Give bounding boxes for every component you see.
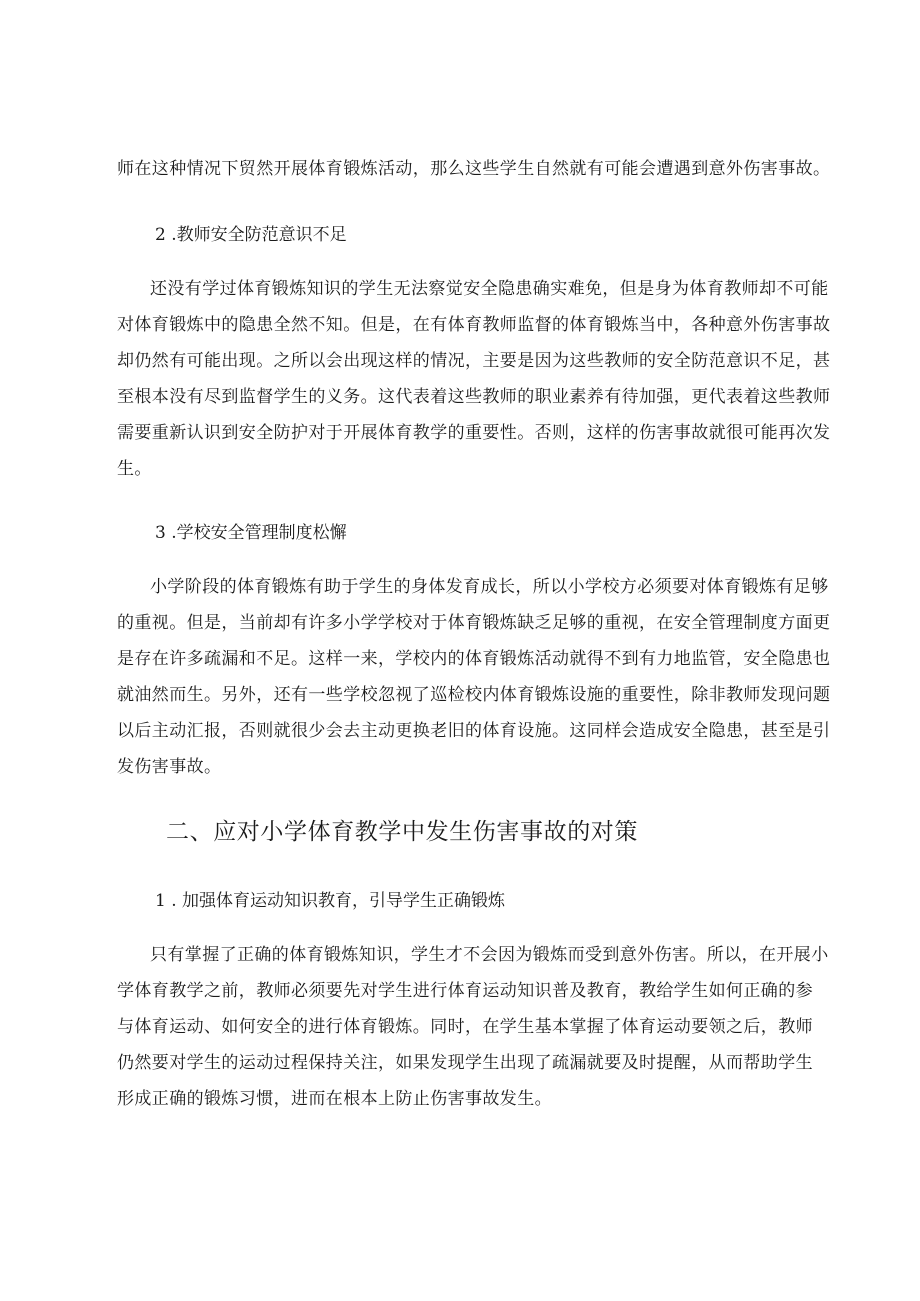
paragraph-line: 对体育锻炼中的隐患全然不知。但是，在有体育教师监督的体育锻炼当中，各种意外伤害事故: [117, 315, 831, 335]
subsection-heading-teacher-awareness: 2 .教师安全防范意识不足: [155, 225, 347, 245]
paragraph-line: 的重视。但是，当前却有许多小学学校对于体育锻炼缺乏足够的重视，在安全管理制度方面更: [117, 613, 831, 633]
paragraph-line: 师在这种情况下贸然开展体育锻炼活动，那么这些学生自然就有可能会遭遇到意外伤害事故。: [117, 159, 831, 179]
paragraph-line: 小学阶段的体育锻炼有助于学生的身体发育成长，所以小学校方必须要对体育锻炼有足够: [150, 577, 829, 597]
paragraph-line: 生。: [117, 459, 152, 479]
paragraph-line: 还没有学过体育锻炼知识的学生无法察觉安全隐患确实难免，但是身为体育教师却不可能: [150, 279, 829, 299]
paragraph-line: 至根本没有尽到监督学生的义务。这代表着这些教师的职业素养有待加强，更代表着这些教师: [117, 387, 831, 407]
paragraph-line: 与体育运动、如何安全的进行体育锻炼。同时，在学生基本掌握了体育运动要领之后，教师: [117, 1017, 813, 1037]
paragraph-line: 学体育教学之前，教师必须要先对学生进行体育运动知识普及教育，教给学生如何正确的参: [117, 981, 813, 1001]
paragraph-line: 是存在许多疏漏和不足。这样一来，学校内的体育锻炼活动就得不到有力地监管，安全隐患也: [117, 649, 831, 669]
section-heading-countermeasures: 二、应对小学体育教学中发生伤害事故的对策: [166, 819, 638, 845]
paragraph-line: 仍然要对学生的运动过程保持关注，如果发现学生出现了疏漏就要及时提醒，从而帮助学生: [117, 1053, 813, 1073]
paragraph-line: 需要重新认识到安全防护对于开展体育教学的重要性。否则，这样的伤害事故就很可能再次发: [117, 423, 831, 443]
paragraph-line: 发伤害事故。: [117, 757, 222, 777]
paragraph-line: 以后主动汇报，否则就很少会去主动更换老旧的体育设施。这同样会造成安全隐患，甚至是引: [117, 721, 831, 741]
paragraph-line: 却仍然有可能出现。之所以会出现这样的情况，主要是因为这些教师的安全防范意识不足，甚: [117, 351, 831, 371]
subsection-heading-school-management: 3 .学校安全管理制度松懈: [155, 523, 347, 543]
paragraph-line: 形成正确的锻炼习惯，进而在根本上防止伤害事故发生。: [117, 1089, 552, 1109]
paragraph-line: 只有掌握了正确的体育锻炼知识，学生才不会因为锻炼而受到意外伤害。所以，在开展小: [150, 945, 829, 965]
paragraph-line: 就油然而生。另外，还有一些学校忽视了巡检校内体育锻炼设施的重要性，除非教师发现问题: [117, 685, 831, 705]
subsection-heading-knowledge-education: 1 . 加强体育运动知识教育，引导学生正确锻炼: [155, 891, 506, 911]
